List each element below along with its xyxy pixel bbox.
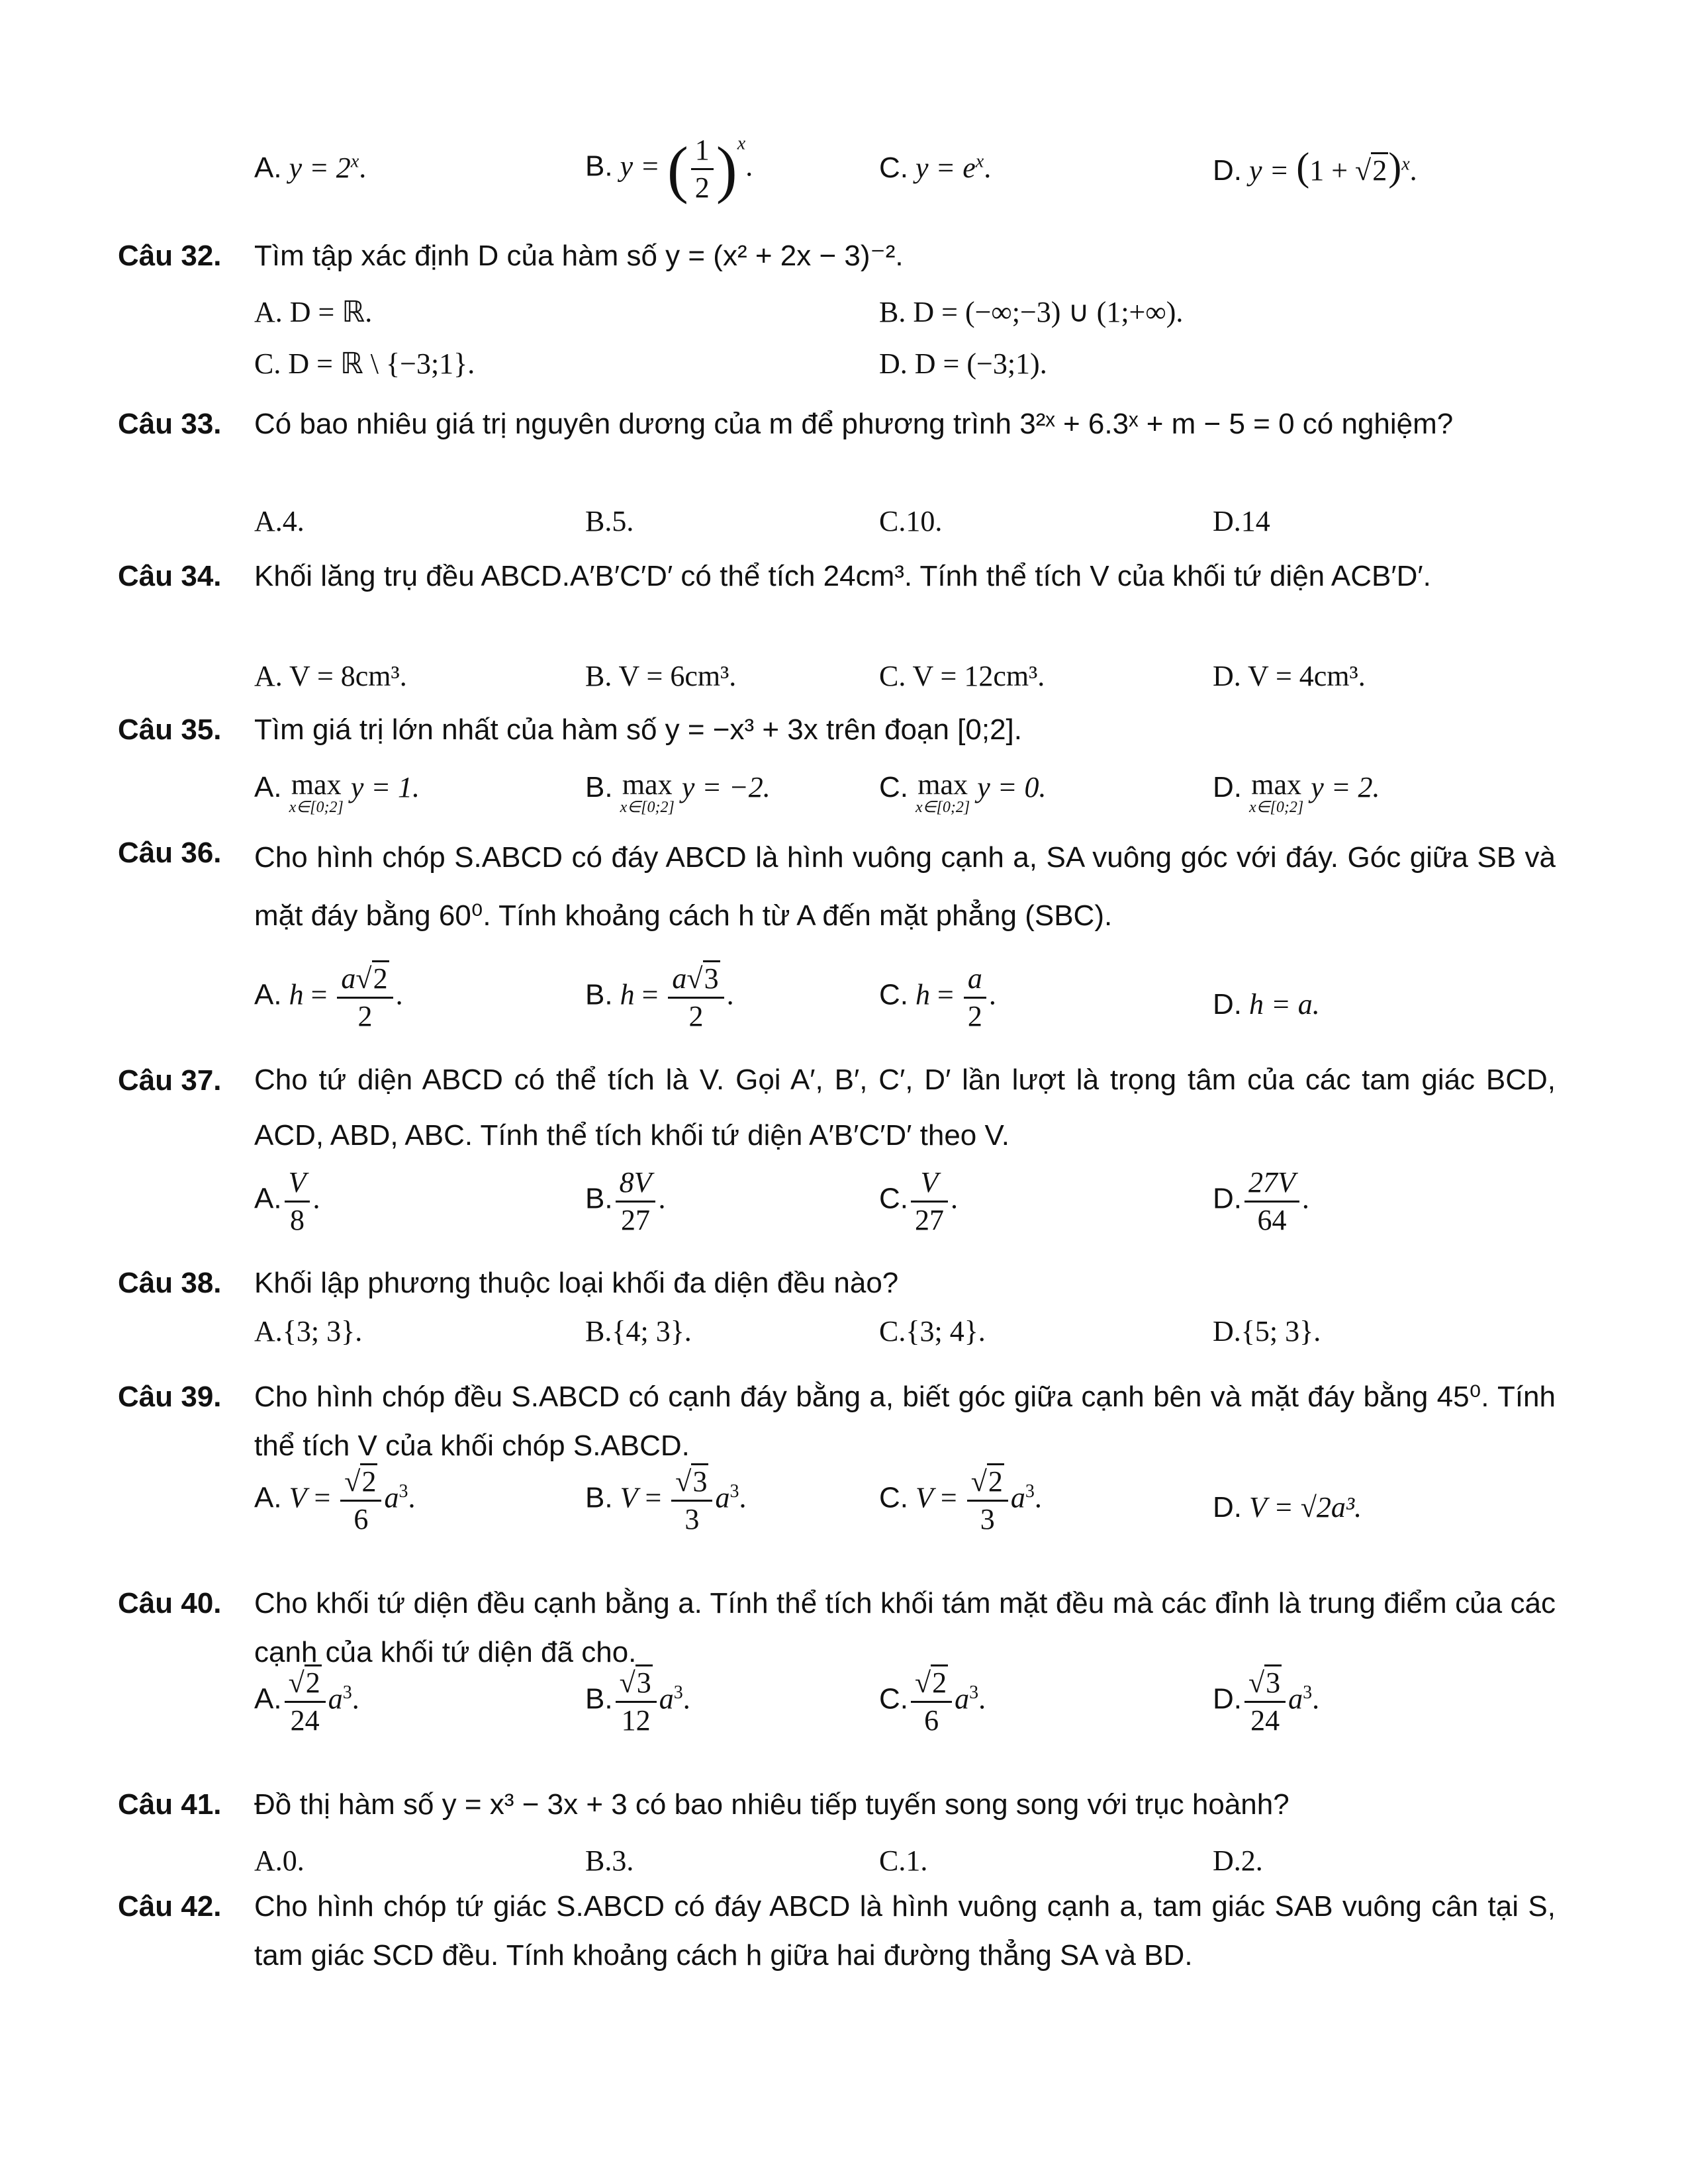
q37-c-den: 27: [915, 1204, 944, 1236]
q31-d-label: D.: [1213, 154, 1242, 187]
q39-number: Câu 39.: [118, 1381, 222, 1413]
q41-option-b: B.3.: [585, 1844, 634, 1877]
q36-d-text: h = a.: [1249, 988, 1320, 1021]
q32-option-a: A. D = ℝ.: [254, 296, 373, 328]
q31-option-c: C. $y = e^x$.: [879, 151, 992, 184]
q40-c-label: C.: [879, 1682, 908, 1715]
q36-option-c: C. h = $\frac{a}{2}$ .: [879, 961, 996, 1034]
q40-option-c: C. $\frac{√2}{6}$ $a^3$.: [879, 1665, 986, 1739]
q37-d-label: D.: [1213, 1182, 1242, 1215]
q36-b-label: B.: [585, 978, 613, 1011]
q31-d-text: y =: [1249, 154, 1289, 187]
q35-number: Câu 35.: [118, 713, 222, 746]
q35-b-label: B.: [585, 771, 613, 803]
q35-d-max: max: [1251, 768, 1301, 801]
q35-option-c: [879, 770, 1046, 815]
q35-text: Tìm giá trị lớn nhất của hàm số y = −x³ + 3x trên đoạn [0;2].: [254, 713, 1022, 746]
q39-d-label: D.: [1213, 1491, 1242, 1524]
q34-number: Câu 34.: [118, 560, 222, 592]
q41-option-c: C.1.: [879, 1844, 928, 1877]
q37-a-num: V: [285, 1165, 310, 1203]
q40-option-b: B. $\frac{√3}{12}$ $a^3$.: [585, 1665, 690, 1739]
q31-option-b: B. y = ( $\frac{1}{2}$ )$^x$.: [585, 133, 753, 205]
q31-c-text: y = e: [915, 152, 976, 184]
q42-number: Câu 42.: [118, 1890, 222, 1923]
q37-a-label: A.: [254, 1182, 282, 1215]
q37-b-den: 27: [621, 1204, 651, 1236]
q38-option-d: D.{5; 3}.: [1213, 1315, 1321, 1347]
q37-d-num: 27V: [1244, 1165, 1299, 1203]
q35-c-value: y = 0.: [977, 771, 1047, 803]
q35-option-d: [1213, 770, 1380, 815]
q35-d-max-sub: x∈[0;2]: [1249, 799, 1304, 816]
q33-option-c: C.10.: [879, 505, 943, 537]
q38-text: Khối lập phương thuộc loại khối đa diện đều nào?: [254, 1267, 899, 1299]
q39-option-d: [1213, 1490, 1362, 1524]
q37-d-den: 64: [1257, 1204, 1287, 1236]
q35-a-max: max: [291, 768, 342, 801]
q35-d-value: y = 2.: [1311, 771, 1380, 803]
q41-text: Đồ thị hàm số y = x³ − 3x + 3 có bao nhiêu tiếp tuyến song song với trục hoành?: [254, 1788, 1289, 1821]
q41-option-d: D.2.: [1213, 1844, 1263, 1877]
q36-d-label: D.: [1213, 988, 1242, 1021]
q40-b-label: B.: [585, 1682, 613, 1715]
q39-option-b: B. V = $\frac{√3}{3}$ $a^3$.: [585, 1464, 746, 1537]
q35-c-max: max: [917, 768, 968, 801]
q36-c-label: C.: [879, 978, 908, 1011]
q33-option-d: D.14: [1213, 505, 1270, 537]
q33-number: Câu 33.: [118, 408, 222, 440]
q31-b-label: B.: [585, 150, 613, 183]
q35-b-value: y = −2.: [681, 771, 771, 803]
q37-c-label: C.: [879, 1182, 908, 1215]
q36-option-a: A. h = $\frac{a√2}{2}$ .: [254, 961, 403, 1034]
q36-c-fraction: $\frac{a}{2}$: [964, 961, 986, 1034]
q32-option-b: B. D = (−∞;−3) ∪ (1;+∞).: [879, 296, 1184, 328]
q33-option-a: A.4.: [254, 505, 305, 537]
q38-number: Câu 38.: [118, 1267, 222, 1299]
q42-text: Cho hình chóp tứ giác S.ABCD có đáy ABCD là hình vuông cạnh a, tam giác SAB vuông cân tại S, tam giác SCD đều. Tính khoảng cách h giữa hai đường thẳng SA và BD.: [254, 1890, 1556, 1972]
q36-a-label: A.: [254, 978, 282, 1011]
q41-number: Câu 41.: [118, 1788, 222, 1821]
q35-c-label: C.: [879, 771, 908, 803]
q36-b-fraction: $\frac{a√3}{2}$: [668, 961, 724, 1034]
q38-option-c: C.{3; 4}.: [879, 1315, 986, 1347]
q38-option-b: B.{4; 3}.: [585, 1315, 692, 1347]
q32-option-c: C. D = ℝ \ {−3;1}.: [254, 347, 475, 380]
q37-b-num: 8V: [616, 1165, 656, 1203]
q35-d-label: D.: [1213, 771, 1242, 803]
q37-option-a: A. $\frac{V}{8}$ .: [254, 1165, 320, 1238]
q36-text: Cho hình chóp S.ABCD có đáy ABCD là hình vuông cạnh a, SA vuông góc với đáy. Góc giữa SB và mặt đáy bằng 60⁰. Tính khoảng cách h từ A đến mặt phẳng (SBC).: [254, 841, 1556, 932]
q37-number: Câu 37.: [118, 1064, 222, 1097]
q34-option-c: C. V = 12cm³.: [879, 660, 1045, 692]
q39-a-label: A.: [254, 1481, 282, 1514]
q37-b-label: B.: [585, 1182, 613, 1215]
q37-option-d: D. $\frac{27V}{64}$ .: [1213, 1165, 1309, 1238]
q37-option-c: C. $\frac{V}{27}$ .: [879, 1165, 958, 1238]
q35-option-b: [585, 770, 771, 815]
q41-option-a: A.0.: [254, 1844, 305, 1877]
q34-option-a: A. V = 8cm³.: [254, 660, 407, 692]
q37-a-den: 8: [290, 1204, 305, 1236]
q33-option-b: B.5.: [585, 505, 634, 537]
q35-a-max-sub: x∈[0;2]: [289, 799, 344, 816]
q39-b-label: B.: [585, 1481, 613, 1514]
q38-option-a: A.{3; 3}.: [254, 1315, 363, 1347]
q31-a-text: y = 2: [289, 152, 351, 184]
q31-option-d: D. $y = (1 + √2)^x$.: [1213, 145, 1417, 189]
q37-option-b: B. $\frac{8V}{27}$ .: [585, 1165, 665, 1238]
q39-text: Cho hình chóp đều S.ABCD có cạnh đáy bằng a, biết góc giữa cạnh bên và mặt đáy bằng 45⁰. Tính thể tích V của khối chóp S.ABCD.: [254, 1381, 1556, 1462]
q40-a-label: A.: [254, 1682, 282, 1715]
q36-number: Câu 36.: [118, 837, 222, 869]
q40-option-a: A. $\frac{√2}{24}$ $a^3$.: [254, 1665, 359, 1739]
q34-text: Khối lăng trụ đều ABCD.A′B′C′D′ có thể tích 24cm³. Tính thể tích V của khối tứ diện ACB′D′.: [254, 560, 1431, 592]
q40-text: Cho khối tứ diện đều cạnh bằng a. Tính thể tích khối tám mặt đều mà các đỉnh là trung điểm của các cạnh của khối tứ diện đã cho.: [254, 1587, 1556, 1668]
q40-b-den: 12: [621, 1704, 651, 1737]
q32-text: Tìm tập xác định D của hàm số y = (x² + 2x − 3)⁻².: [254, 240, 904, 272]
q33-text: Có bao nhiêu giá trị nguyên dương của m để phương trình 3²ˣ + 6.3ˣ + m − 5 = 0 có nghiệm?: [254, 408, 1454, 440]
q37-c-num: V: [911, 1165, 948, 1203]
q31-option-a: A. $y = 2^x$.: [254, 151, 367, 184]
q40-c-den: 6: [924, 1704, 939, 1737]
q39-c-label: C.: [879, 1481, 908, 1514]
q35-b-max: max: [622, 768, 673, 801]
q35-option-a: [254, 770, 420, 815]
q36-option-b: B. h = $\frac{a√3}{2}$ .: [585, 961, 734, 1034]
q37-text: Cho tứ diện ABCD có thể tích là V. Gọi A′, B′, C′, D′ lần lượt là trọng tâm của các tam giác BCD, ACD, ABD, ABC. Tính thể tích khối tứ diện A′B′C′D′ theo V.: [254, 1064, 1556, 1152]
q31-b-fraction: $\frac{1}{2}$: [691, 132, 714, 206]
q34-option-b: B. V = 6cm³.: [585, 660, 737, 692]
q31-b-text: y =: [620, 150, 660, 183]
q31-c-label: C.: [879, 152, 908, 184]
q35-b-max-sub: x∈[0;2]: [620, 799, 675, 816]
q40-number: Câu 40.: [118, 1587, 222, 1619]
q39-option-c: C. V = $\frac{√2}{3}$ $a^3$.: [879, 1464, 1042, 1537]
q40-option-d: D. $\frac{√3}{24}$ $a^3$.: [1213, 1665, 1319, 1739]
q34-option-d: D. V = 4cm³.: [1213, 660, 1366, 692]
q39-d-text: V = √2a³.: [1249, 1491, 1362, 1524]
q31-a-label: A.: [254, 152, 282, 184]
q36-option-d: [1213, 987, 1320, 1021]
q35-a-label: A.: [254, 771, 282, 803]
q35-c-max-sub: x∈[0;2]: [915, 799, 970, 816]
q36-a-fraction: $\frac{a√2}{2}$: [337, 961, 393, 1034]
q32-option-d: D. D = (−3;1).: [879, 347, 1047, 380]
q40-d-label: D.: [1213, 1682, 1242, 1715]
q40-d-den: 24: [1250, 1704, 1280, 1737]
q35-a-value: y = 1.: [350, 771, 420, 803]
q39-option-a: A. V = $\frac{√2}{6}$ $a^3$.: [254, 1464, 415, 1537]
q40-a-den: 24: [290, 1704, 320, 1737]
q32-number: Câu 32.: [118, 240, 222, 272]
